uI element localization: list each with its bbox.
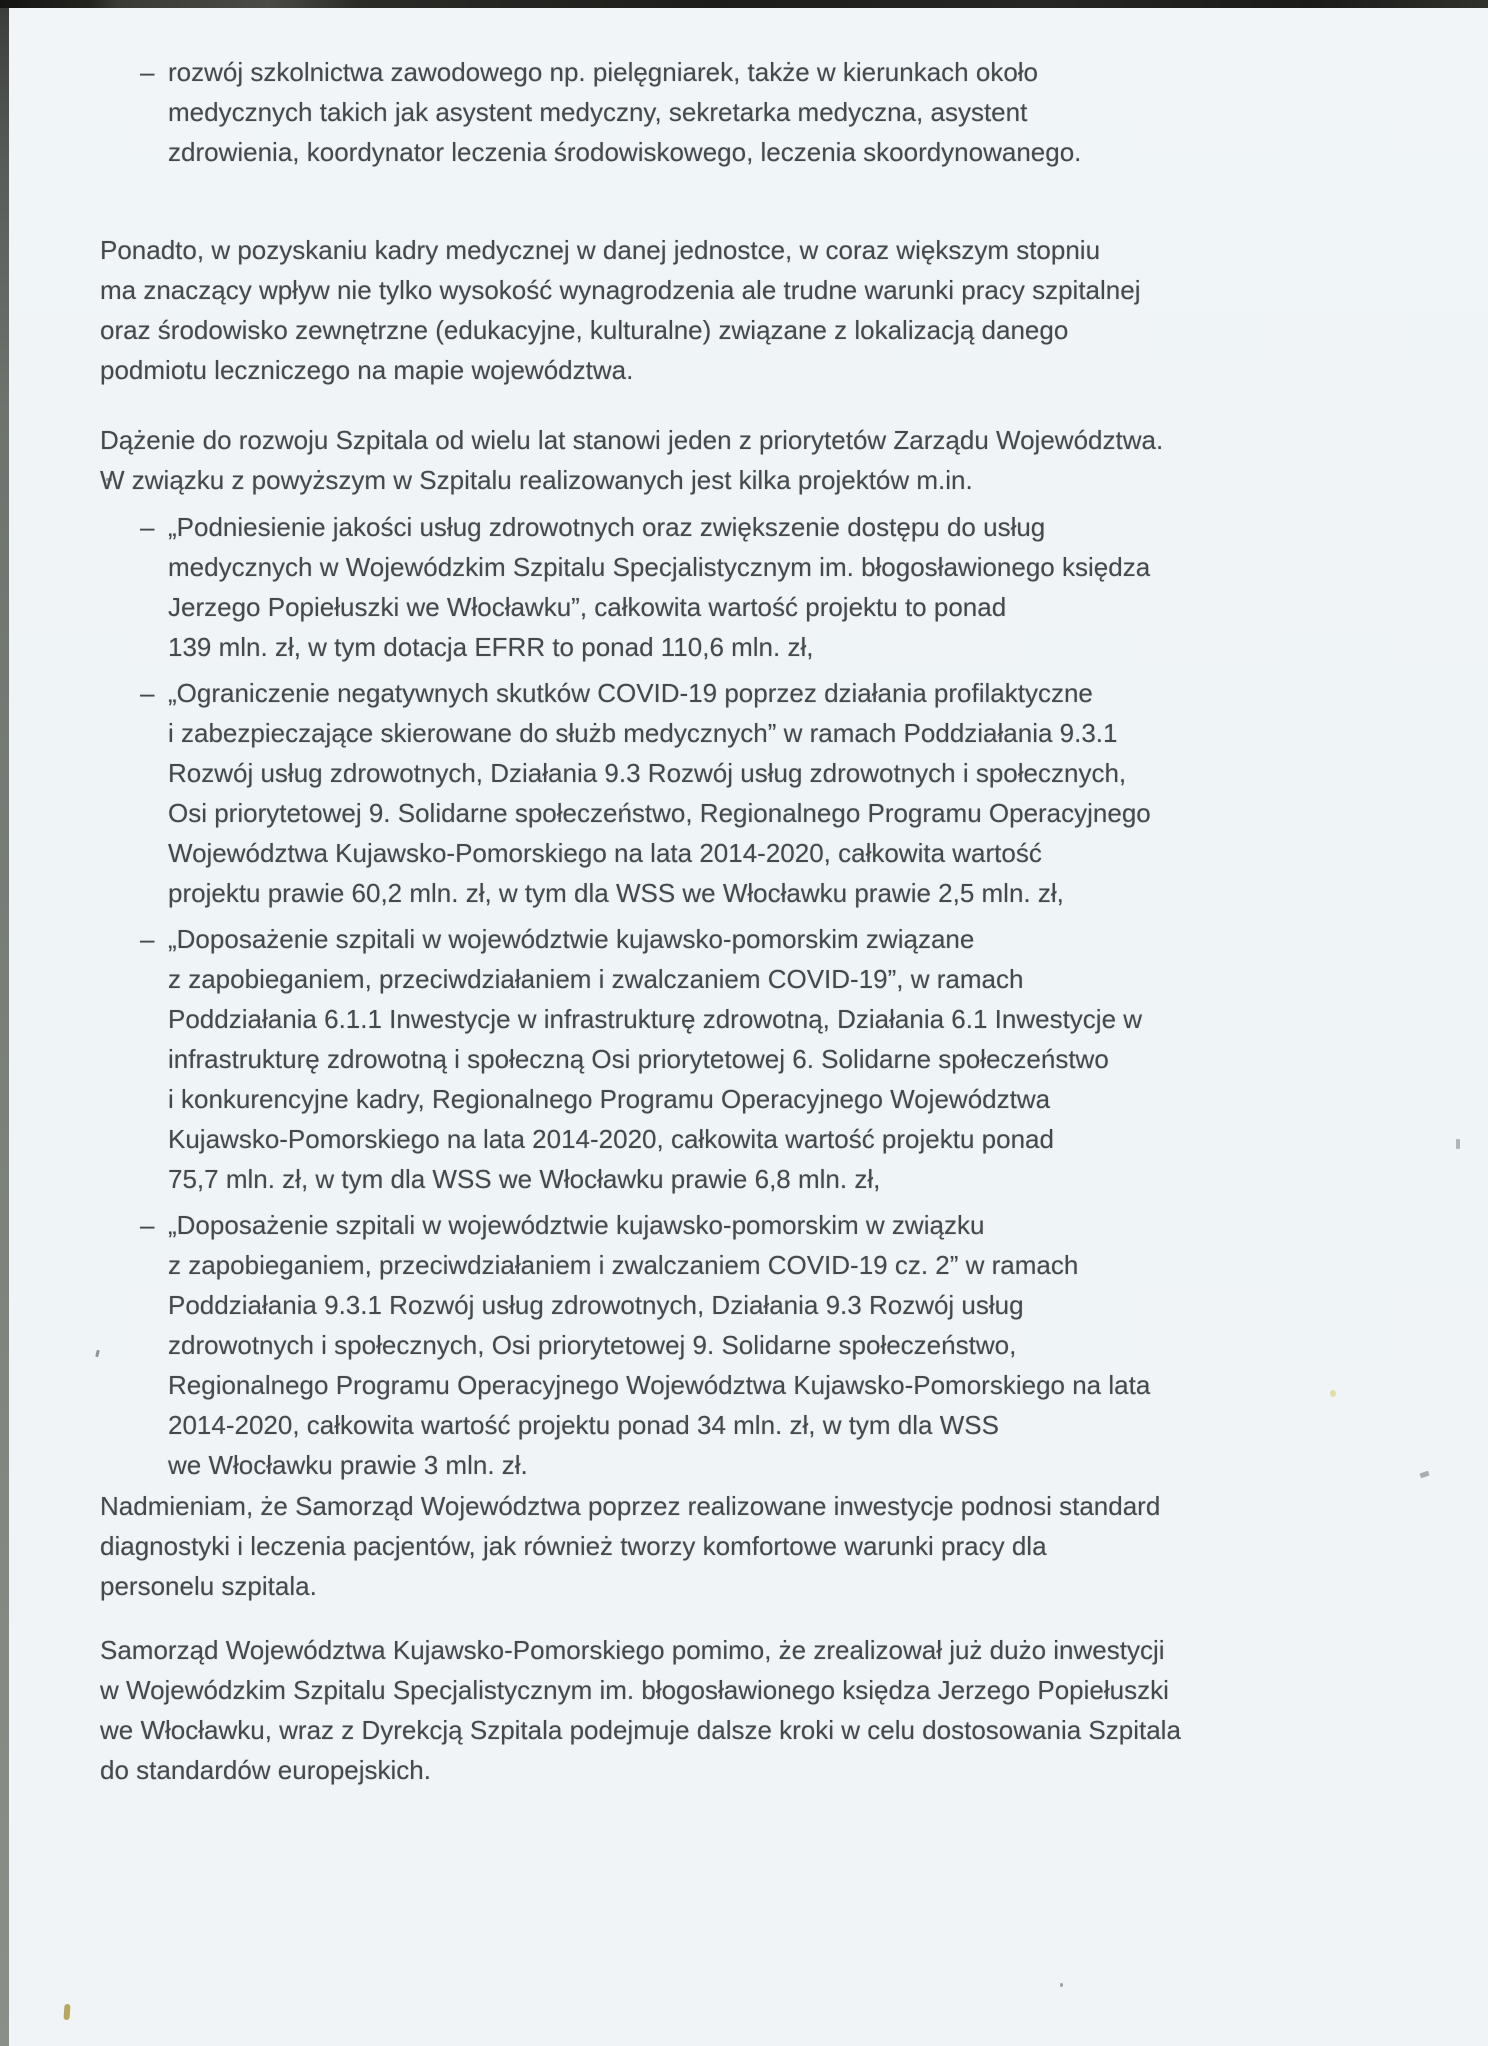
bullet-dash-marker: – (140, 924, 155, 954)
text-line: 2014-2020, całkowita wartość projektu ponad 34 mln. zł, w tym dla WSS (168, 1410, 999, 1440)
text-line: Samorząd Województwa Kujawsko-Pomorskiego pomimo, że zrealizował już dużo inwestycji (100, 1635, 1165, 1665)
paragraph-nadmieniam (100, 1486, 1428, 1606)
bullet-text (168, 507, 1428, 667)
text-line: Rozwój usług zdrowotnych, Działania 9.3 Rozwój usług zdrowotnych i społecznych, (168, 758, 1127, 788)
project-bullet-1 (140, 507, 1428, 667)
text-line: personelu szpitala. (100, 1571, 317, 1601)
text-line: 139 mln. zł, w tym dotacja EFRR to ponad 110,6 mln. zł, (168, 632, 814, 662)
text-line: „Doposażenie szpitali w województwie kujawsko-pomorskim w związku (168, 1210, 985, 1240)
text-line: infrastrukturę zdrowotną i społeczną Osi priorytetowej 6. Solidarne społeczeństwo (168, 1044, 1109, 1074)
text-line: Poddziałania 9.3.1 Rozwój usług zdrowotnych, Działania 9.3 Rozwój usług (168, 1290, 1024, 1320)
text-line: Dążenie do rozwoju Szpitala od wielu lat stanowi jeden z priorytetów Zarządu Województwa. (100, 425, 1164, 455)
text-line: Poddziałania 6.1.1 Inwestycje w infrastrukturę zdrowotną, Działania 6.1 Inwestycje w (168, 1004, 1143, 1034)
text-line: we Włocławku, wraz z Dyrekcją Szpitala podejmuje dalsze kroki w celu dostosowania Szpitala (100, 1715, 1181, 1745)
bullet-dash-marker: – (140, 512, 155, 542)
text-line: z zapobieganiem, przeciwdziałaniem i zwalczaniem COVID-19”, w ramach (168, 964, 1024, 994)
text-line: „Podniesienie jakości usług zdrowotnych oraz zwiększenie dostępu do usług (168, 512, 1046, 542)
bullet-text (168, 1205, 1428, 1485)
bullet-text (168, 673, 1428, 913)
paragraph-dazenie (100, 420, 1428, 500)
text-line: ma znaczący wpływ nie tylko wysokość wynagrodzenia ale trudne warunki pracy szpitalnej (100, 275, 1141, 305)
text-line: W związku z powyższym w Szpitalu realizowanych jest kilka projektów m.in. (100, 465, 973, 495)
bullet-dash-marker: – (140, 1210, 155, 1240)
project-bullet-4 (140, 1205, 1428, 1485)
text-line: Nadmieniam, że Samorząd Województwa poprzez realizowane inwestycje podnosi standard (100, 1491, 1161, 1521)
text-line: projektu prawie 60,2 mln. zł, w tym dla WSS we Włocławku prawie 2,5 mln. zł, (168, 878, 1064, 908)
text-line: Jerzego Popiełuszki we Włocławku”, całkowita wartość projektu to ponad (168, 592, 1007, 622)
bullet-dash-marker: – (140, 678, 155, 708)
text-line: Kujawsko-Pomorskiego na lata 2014-2020, całkowita wartość projektu ponad (168, 1124, 1054, 1154)
text-line: „Ograniczenie negatywnych skutków COVID-19 poprzez działania profilaktyczne (168, 678, 1093, 708)
text-line: 75,7 mln. zł, w tym dla WSS we Włocławku prawie 6,8 mln. zł, (168, 1164, 881, 1194)
text-line: Osi priorytetowej 9. Solidarne społeczeństwo, Regionalnego Programu Operacyjnego (168, 798, 1151, 828)
bullet-text (168, 919, 1428, 1199)
bullet-dash-marker: – (140, 57, 155, 87)
text-line: z zapobieganiem, przeciwdziałaniem i zwalczaniem COVID-19 cz. 2” w ramach (168, 1250, 1079, 1280)
text-line: podmiotu leczniczego na mapie województwa. (100, 355, 634, 385)
text-line: Ponadto, w pozyskaniu kadry medycznej w danej jednostce, w coraz większym stopniu (100, 235, 1101, 265)
text-line: medycznych w Wojewódzkim Szpitalu Specjalistycznym im. błogosławionego księdza (168, 552, 1151, 582)
text-line: oraz środowisko zewnętrzne (edukacyjne, kulturalne) związane z lokalizacją danego (100, 315, 1069, 345)
text-line: Województwa Kujawsko-Pomorskiego na lata 2014-2020, całkowita wartość (168, 838, 1042, 868)
text-line: medycznych takich jak asystent medyczny, sekretarka medyczna, asystent (168, 97, 1028, 127)
text-line: i zabezpieczające skierowane do służb medycznych” w ramach Poddziałania 9.3.1 (168, 718, 1118, 748)
text-line: zdrowotnych i społecznych, Osi priorytetowej 9. Solidarne społeczeństwo, (168, 1330, 1017, 1360)
text-line: zdrowienia, koordynator leczenia środowiskowego, leczenia skoordynowanego. (168, 137, 1082, 167)
paragraph-samorzad (100, 1630, 1428, 1790)
text-line: „Doposażenie szpitali w województwie kujawsko-pomorskim związane (168, 924, 975, 954)
text-line: rozwój szkolnictwa zawodowego np. pielęgniarek, także w kierunkach około (168, 57, 1039, 87)
document-body (9, 0, 1488, 2046)
text-line: i konkurencyjne kadry, Regionalnego Programu Operacyjnego Województwa (168, 1084, 1051, 1114)
text-line: Regionalnego Programu Operacyjnego Województwa Kujawsko-Pomorskiego na lata (168, 1370, 1151, 1400)
bullet-text (168, 52, 1428, 172)
project-bullet-2 (140, 673, 1428, 913)
project-bullet-3 (140, 919, 1428, 1199)
paragraph-ponadto (100, 230, 1428, 390)
scan-left-edge-artifact (0, 0, 9, 2046)
text-line: diagnostyki i leczenia pacjentów, jak również tworzy komfortowe warunki pracy dla (100, 1531, 1047, 1561)
text-line: we Włocławku prawie 3 mln. zł. (168, 1450, 528, 1480)
text-line: do standardów europejskich. (100, 1755, 431, 1785)
intro-bullet (140, 52, 1428, 172)
text-line: w Wojewódzkim Szpitalu Specjalistycznym im. błogosławionego księdza Jerzego Popiełuszki (100, 1675, 1169, 1705)
